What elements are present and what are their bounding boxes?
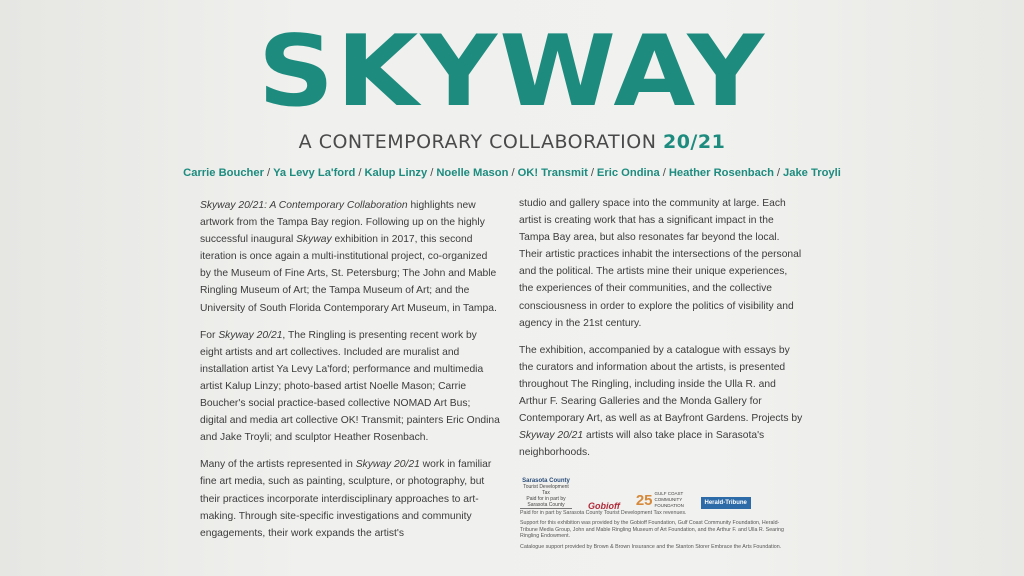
fine-print-support: Support for this exhibition was provided by the Gobioff Foundation, Gulf Coast Community Foundation, Herald-Tribune Media Group, John and Mable Ringling Museum of Art Foundation, and the Arthur F. and Ulla R. Searing Ringling Endowment.: [520, 520, 784, 540]
exhibition-paragraph: [519, 342, 804, 462]
italic-title: Skyway: [296, 234, 332, 246]
gulf-logo-text: GULF COAST COMMUNITY FOUNDATION: [654, 491, 684, 508]
text-run: work in familiar fine art media, such as painting, sculpture, or photography, but their practices incorporate interdisciplinary approaches to art-making. Through site-specific investigations and community engagements, their work expands the artist's: [200, 459, 492, 539]
subtitle-year: 20/21: [662, 131, 726, 153]
artist-separator: /: [776, 167, 781, 179]
left-text-column: [200, 197, 500, 552]
artist-separator: /: [511, 167, 515, 179]
intro-paragraph: [200, 197, 500, 317]
herald-tribune-logo: Herald-Tribune: [701, 497, 751, 509]
text-run: Many of the artists represented in: [200, 459, 356, 471]
sarasota-logo-name: Sarasota County: [522, 478, 570, 484]
subtitle-text: A CONTEMPORARY COLLABORATION: [298, 131, 657, 153]
sarasota-logo-line: Tourist Development Tax: [523, 484, 569, 496]
artist-list: [0, 167, 1024, 179]
italic-title: Skyway 20/21: [519, 430, 584, 442]
gobioff-logo: [588, 503, 620, 509]
fine-print-tax: Paid for in part by Sarasota County Tourist Development Tax revenues.: [520, 510, 687, 516]
artist-separator: /: [590, 167, 594, 179]
text-run: exhibition in 2017, this second iteration is once again a multi-institutional project, co-organized by the Museum of Fine Arts, St. Petersburg; The John and Mable Ringling Museum of Art; the Tampa Museum of Art; and the University of South Florida Contemporary Art Museum, in Tampa.: [200, 234, 497, 314]
text-run: The exhibition, accompanied by a catalogue with essays by the curators and information about the artists, is presented throughout The Ringling, including inside the Ulla R. and Arthur F. Searing Galleries and the Monda Gallery for Contemporary Art, as well as at Bayfront Gardens. Projects by: [519, 344, 803, 425]
text-run: artists will also take place in Sarasota's neighborhoods.: [519, 430, 765, 459]
artist-name: Ya Levy La'ford: [273, 167, 356, 179]
text-run: , The Ringling is presenting recent work by eight artists and art collectives. Included are muralist and installation artist Ya Levy La'ford; performance and multimedia artist Kalup Linzy; photo-based artist Noelle Mason; Carrie Boucher's social practice-based collective NOMAD Art Bus; digital and media art collective OK! Transmit; painters Eric Ondina and Jake Troyli; and sculptor Heather Rosenbach.: [200, 329, 500, 444]
italic-title: Skyway 20/21: [355, 459, 420, 471]
right-text-column: [519, 195, 804, 471]
artist-name: Jake Troyli: [783, 167, 841, 179]
gulf-coast-foundation-logo: [636, 491, 685, 509]
artists-paragraph: [200, 327, 500, 447]
artist-name: Carrie Boucher: [183, 167, 264, 179]
sarasota-logo-small: Paid for in part by Sarasota County: [526, 496, 566, 508]
italic-title: Skyway 20/21: A Contemporary Collaboration: [200, 200, 408, 211]
exhibition-subtitle: [0, 131, 1024, 153]
artist-separator: /: [358, 167, 362, 179]
artist-name: Noelle Mason: [436, 167, 509, 179]
media-paragraph: [200, 456, 500, 541]
fine-print-catalogue: Catalogue support provided by Brown & Brown Insurance and the Stanton Storer Embrace the Arts Foundation.: [520, 544, 782, 550]
artist-separator: /: [266, 167, 271, 179]
artist-name: OK! Transmit: [517, 167, 588, 179]
sarasota-county-logo: [520, 478, 572, 509]
text-run: For: [200, 329, 219, 341]
community-paragraph: studio and gallery space into the community at large. Each artist is creating work that has a significant impact in the Tampa Bay area, but also resonates far beyond the local. Their artistic practices inhabit the intersections of the personal and the political. The artists mine their unique experiences, the experiences of their communities, and the collective consciousness in order to explore the politics of visibility and agency in the 21st century.: [519, 198, 802, 329]
gobioff-logo-text: Gobioff: [588, 501, 620, 511]
italic-title: Skyway 20/21: [218, 329, 283, 341]
gulf-logo-number: 25: [635, 491, 653, 509]
text-run: highlights new artwork from the Tampa Bay region. Following up on the highly successful inaugural: [200, 200, 485, 246]
artist-separator: /: [430, 167, 434, 179]
artist-separator: /: [662, 167, 666, 179]
artist-name: Eric Ondina: [596, 167, 660, 179]
artist-name: Kalup Linzy: [364, 167, 428, 179]
sponsor-logos: [520, 478, 751, 509]
exhibition-title: SKYWAY: [257, 15, 767, 129]
artist-name: Heather Rosenbach: [668, 167, 774, 179]
